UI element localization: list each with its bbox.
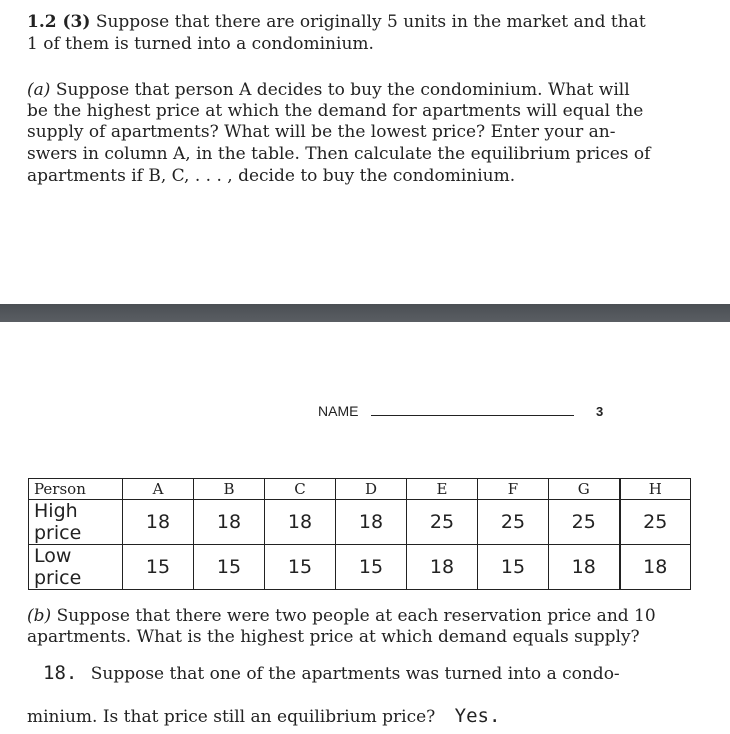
low-price-f: 15 [478, 545, 549, 590]
price-table [28, 478, 691, 590]
table-row [29, 500, 691, 545]
row-label-low-price: Low price [29, 545, 123, 590]
part-b-line-1 [27, 606, 656, 627]
column-header-b: B [194, 479, 265, 500]
problem-intro-line-1 [27, 12, 646, 33]
problem-intro-line-2: 1 of them is turned into a condominium. [27, 34, 374, 54]
column-header-h: H [620, 479, 691, 500]
low-price-h: 18 [620, 545, 691, 590]
high-price-a: 18 [123, 500, 194, 545]
low-price-d: 15 [336, 545, 407, 590]
column-header-g: G [549, 479, 620, 500]
high-price-f: 25 [478, 500, 549, 545]
high-price-g: 25 [549, 500, 620, 545]
low-price-e: 18 [407, 545, 478, 590]
name-underline [371, 415, 574, 416]
table-header-row [29, 479, 691, 500]
low-price-g: 18 [549, 545, 620, 590]
column-header-c: C [265, 479, 336, 500]
row-label-high-price: High price [29, 500, 123, 545]
high-price-h: 25 [620, 500, 691, 545]
part-b-label: (b) [27, 606, 52, 626]
page-number: 3 [596, 404, 604, 419]
low-price-a: 15 [123, 545, 194, 590]
table-row [29, 545, 691, 590]
answer-highest-price: 18. [43, 662, 78, 684]
part-a-line-2: be the highest price at which the demand for apartments will equal the [27, 101, 644, 121]
name-label: NAME [318, 403, 359, 419]
part-a-text-1: Suppose that person A decides to buy the condominium. What will [55, 80, 630, 100]
part-b-text-1: Suppose that there were two people at each reservation price and 10 [56, 606, 656, 626]
column-header-d: D [336, 479, 407, 500]
problem-intro-text-1: Suppose that there are originally 5 units in the market and that [95, 12, 646, 32]
high-price-c: 18 [265, 500, 336, 545]
high-price-b: 18 [194, 500, 265, 545]
low-price-c: 15 [265, 545, 336, 590]
part-b-line-4 [27, 706, 500, 728]
part-b-text-3: Suppose that one of the apartments was turned into a condo- [90, 664, 620, 684]
high-price-d: 18 [336, 500, 407, 545]
part-b-text-4: minium. Is that price still an equilibrium price? [27, 707, 436, 727]
answer-equilibrium: Yes. [454, 705, 501, 727]
part-b-line-2: apartments. What is the highest price at which demand equals supply? [27, 627, 640, 647]
part-a-line-4: swers in column A, in the table. Then calculate the equilibrium prices of [27, 144, 651, 164]
column-header-f: F [478, 479, 549, 500]
problem-number: 1.2 (3) [27, 12, 91, 32]
corner-label: Person [29, 479, 123, 500]
part-a-label: (a) [27, 80, 51, 100]
part-a-line-5: apartments if B, C, . . . , decide to buy the condominium. [27, 166, 516, 186]
part-a-line-1 [27, 80, 630, 101]
high-price-e: 25 [407, 500, 478, 545]
low-price-b: 15 [194, 545, 265, 590]
column-header-e: E [407, 479, 478, 500]
part-a-line-3: supply of apartments? What will be the lowest price? Enter your an- [27, 122, 616, 142]
column-header-a: A [123, 479, 194, 500]
page-divider [0, 304, 730, 322]
part-b-line-3 [43, 663, 620, 685]
